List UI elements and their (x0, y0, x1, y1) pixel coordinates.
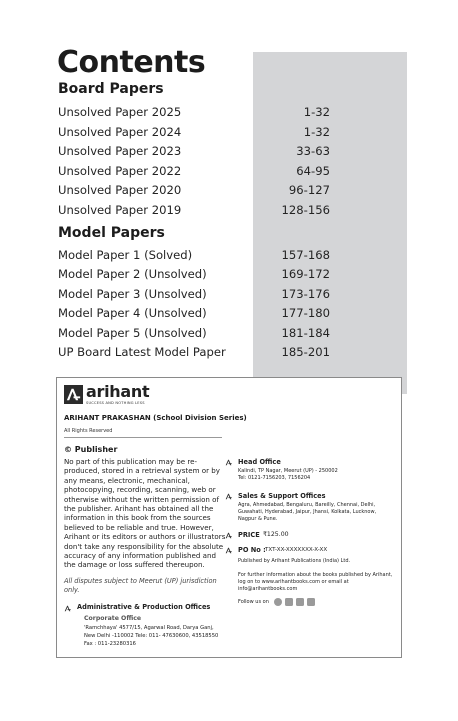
toc-title: Model Paper 5 (Unsolved) (58, 326, 207, 340)
toc-row[interactable] (58, 183, 330, 201)
head-office-phone: Tel: 0121-7156203, 7156204 (238, 475, 311, 481)
toc-title: Unsolved Paper 2025 (58, 105, 182, 119)
published-by: Published by Arihant Publications (India) Ltd. (238, 558, 351, 564)
arihant-bullet-icon (225, 459, 232, 466)
toc-title: Model Paper 3 (Unsolved) (58, 287, 207, 301)
arihant-bullet-icon (225, 493, 232, 500)
toc-pages: 181-184 (281, 326, 330, 340)
toc-pages: 169-172 (281, 267, 330, 281)
youtube-icon[interactable] (296, 598, 304, 606)
head-office-address: Kalindi, TP Nagar, Meerut (UP) - 250002 (238, 468, 338, 474)
price-value: ₹125.00 (263, 531, 289, 538)
page-title: Contents (57, 45, 206, 80)
sales-offices-list: Agra, Ahmedabad, Bengaluru, Bareilly, Chennai, Delhi, Guwahati, Hyderabad, Jaipur, Jhansi, Kolkata, Lucknow, Nagpur & Pune. (238, 502, 377, 523)
series-title: ARIHANT PRAKASHAN (School Division Series) (64, 414, 247, 422)
toc-row[interactable] (58, 203, 330, 221)
toc-row[interactable] (58, 306, 330, 324)
toc-title: Unsolved Paper 2019 (58, 203, 182, 217)
toc-pages: 64-95 (296, 164, 330, 178)
toc-row[interactable] (58, 125, 330, 143)
toc-pages: 185-201 (281, 345, 330, 359)
corporate-address-line: 'Ramchhaya' 4577/15, Agarwal Road, Darya Ganj, (84, 625, 214, 631)
price-label: PRICE (238, 531, 260, 539)
twitter-icon[interactable] (285, 598, 293, 606)
section-heading-model-papers: Model Papers (58, 225, 165, 241)
divider (64, 437, 222, 438)
toc-pages: 177-180 (281, 306, 330, 320)
follow-label: Follow us on (238, 599, 269, 605)
toc-title: Unsolved Paper 2024 (58, 125, 182, 139)
toc-title: Unsolved Paper 2020 (58, 183, 182, 197)
po-label: PO No : (238, 546, 266, 554)
toc-row[interactable] (58, 267, 330, 285)
social-links (238, 598, 315, 606)
toc-title: Unsolved Paper 2022 (58, 164, 182, 178)
jurisdiction-notice: All disputes subject to Meerut (UP) jurisdiction only. (64, 577, 217, 595)
further-info: For further information about the books published by Arihant, log on to www.arihantbooks.com or email at info@arihantbooks.com (238, 572, 393, 593)
instagram-icon[interactable] (307, 598, 315, 606)
toc-pages: 33-63 (296, 144, 330, 158)
toc-title: Model Paper 4 (Unsolved) (58, 306, 207, 320)
arihant-bullet-icon (225, 532, 232, 539)
arihant-bullet-icon (225, 547, 232, 554)
corporate-office-heading: Corporate Office (84, 615, 142, 622)
toc-title: Unsolved Paper 2023 (58, 144, 182, 158)
logo-wordmark: arihant (86, 382, 150, 401)
toc-pages: 173-176 (281, 287, 330, 301)
po-value: TXT-XX-XXXXXXX-X-XX (265, 547, 328, 553)
arihant-logo-icon (64, 385, 83, 404)
toc-row[interactable] (58, 326, 330, 344)
sales-offices-heading: Sales & Support Offices (238, 492, 326, 500)
toc-row[interactable] (58, 164, 330, 182)
arihant-bullet-icon (64, 605, 71, 612)
toc-pages: 1-32 (303, 125, 330, 139)
publisher-heading: © Publisher (64, 445, 118, 454)
rights-notice: All Rights Reserved (64, 428, 113, 434)
toc-pages: 1-32 (303, 105, 330, 119)
corporate-address-line: Fax : 011-23280316 (84, 641, 136, 647)
toc-row[interactable] (58, 144, 330, 162)
publisher-logo (64, 384, 184, 414)
head-office-heading: Head Office (238, 458, 281, 466)
toc-pages: 96-127 (288, 183, 330, 197)
section-heading-board-papers: Board Papers (58, 81, 164, 97)
toc-pages: 157-168 (281, 248, 330, 262)
copyright-notice: No part of this publication may be re-produced, stored in a retrieval system or by any means, electronic, mechanical, photocopying, recording, scanning, web or otherwise without the written permission of the publisher. Arihant has obtained all the information in this book from the sources believed to be reliable and true. However, Arihant or its editors or authors or illustrators don't take any responsibility for the absolute accuracy of any information published and the damage or loss suffered thereupon. (64, 457, 226, 570)
toc-row[interactable] (58, 248, 330, 266)
toc-title: UP Board Latest Model Paper (58, 345, 226, 359)
toc-row[interactable] (58, 105, 330, 123)
toc-title: Model Paper 1 (Solved) (58, 248, 193, 262)
logo-tagline: SUCCESS AND NOTHING LESS (86, 401, 145, 405)
facebook-icon[interactable] (274, 598, 282, 606)
admin-offices-heading: Administrative & Production Offices (77, 603, 211, 611)
toc-row[interactable] (58, 287, 330, 305)
toc-title: Model Paper 2 (Unsolved) (58, 267, 207, 281)
toc-pages: 128-156 (281, 203, 330, 217)
toc-row[interactable] (58, 345, 330, 363)
imprint-box (56, 377, 402, 658)
corporate-address-line: New Delhi -110002 Tele: 011- 47630600, 43518550 (84, 633, 219, 639)
